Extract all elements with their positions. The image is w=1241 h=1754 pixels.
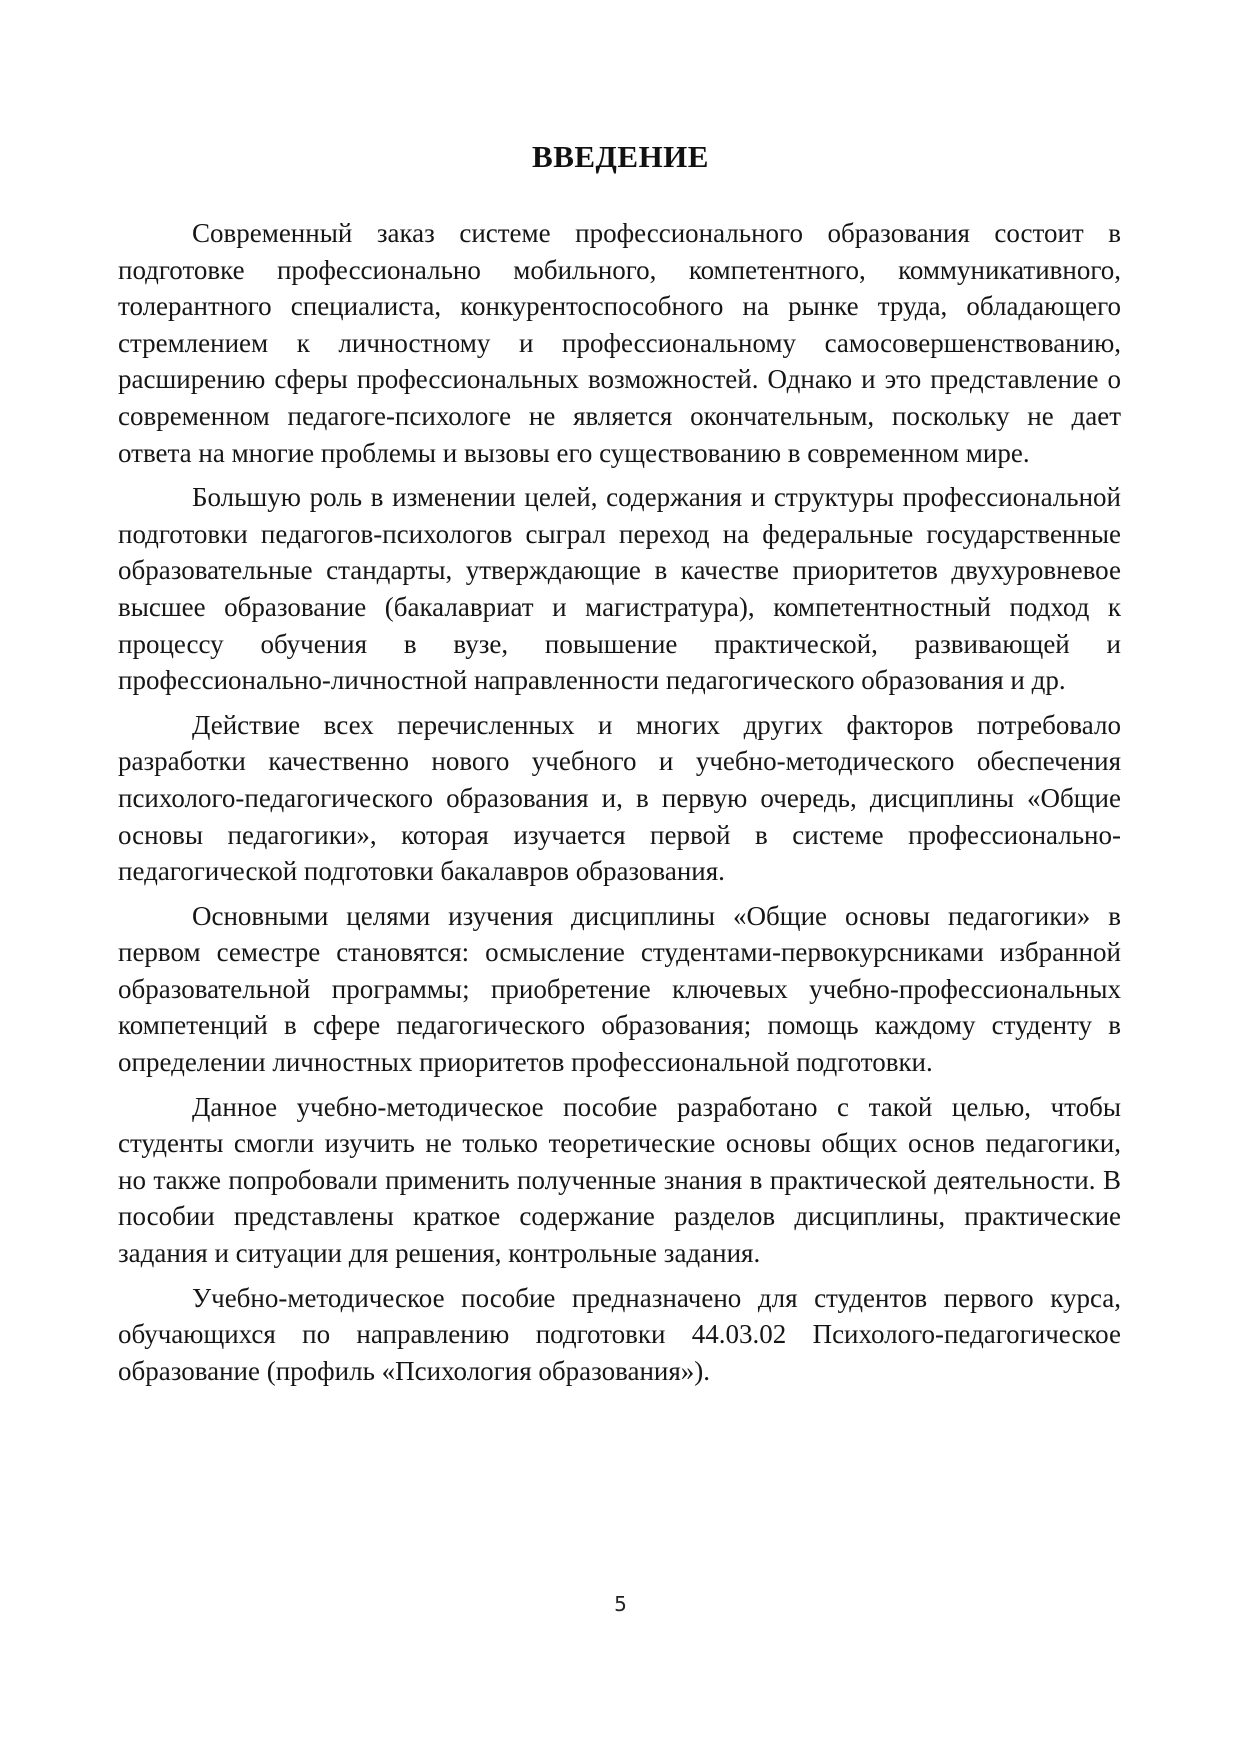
document-body	[118, 215, 1121, 1397]
paragraph: Большую роль в изменении целей, содержания и структуры профессиональной подготовки педагогов-психологов сыграл переход на федеральные государственные образовательные стандарты, утверждающие в качестве приоритетов двухуровневое высшее образование (бакалавриат и магистратура), компетентностный подход к процессу обучения в вузе, повышение практической, развивающей и профессионально-личностной направленности педагогического образования и др.	[118, 482, 1121, 696]
paragraph: Учебно-методическое пособие предназначено для студентов первого курса, обучающихся по направлению подготовки 44.03.02 Психолого-педагогическое образование (профиль «Психология образования»).	[118, 1282, 1121, 1386]
paragraph: Современный заказ системе профессионального образования состоит в подготовке профессионально мобильного, компетентного, коммуникативного, толерантного специалиста, конкурентоспособного на рынке труда, обладающего стремлением к личностному и профессиональному самосовершенствованию, расширению сферы профессиональных возможностей. Однако и это представление о современном педагоге-психологе не является окончательным, поскольку не дает ответа на многие проблемы и вызовы его существованию в современном мире.	[118, 218, 1121, 468]
paragraph: Основными целями изучения дисциплины «Общие основы педагогики» в первом семестре становятся: осмысление студентами-первокурсниками избранной образовательной программы; приобретение ключевых учебно-профессиональных компетенций в сфере педагогического образования; помощь каждому студенту в определении личностных приоритетов профессиональной подготовки.	[118, 900, 1121, 1078]
page-title: ВВЕДЕНИЕ	[532, 138, 709, 174]
paragraph: Данное учебно-методическое пособие разработано с такой целью, чтобы студенты смогли изучить не только теоретические основы общих основ педагогики, но также попробовали применить полученные знания в практической деятельности. В пособии представлены краткое содержание разделов дисциплины, практические задания и ситуации для решения, контрольные задания.	[118, 1091, 1121, 1269]
page-number: 5	[614, 1592, 627, 1616]
paragraph: Действие всех перечисленных и многих других факторов потребовало разработки качественно нового учебного и учебно-методического обеспечения психолого-педагогического образования и, в первую очередь, дисциплины «Общие основы педагогики», которая изучается первой в системе профессионально-педагогической подготовки бакалавров образования.	[118, 709, 1121, 887]
